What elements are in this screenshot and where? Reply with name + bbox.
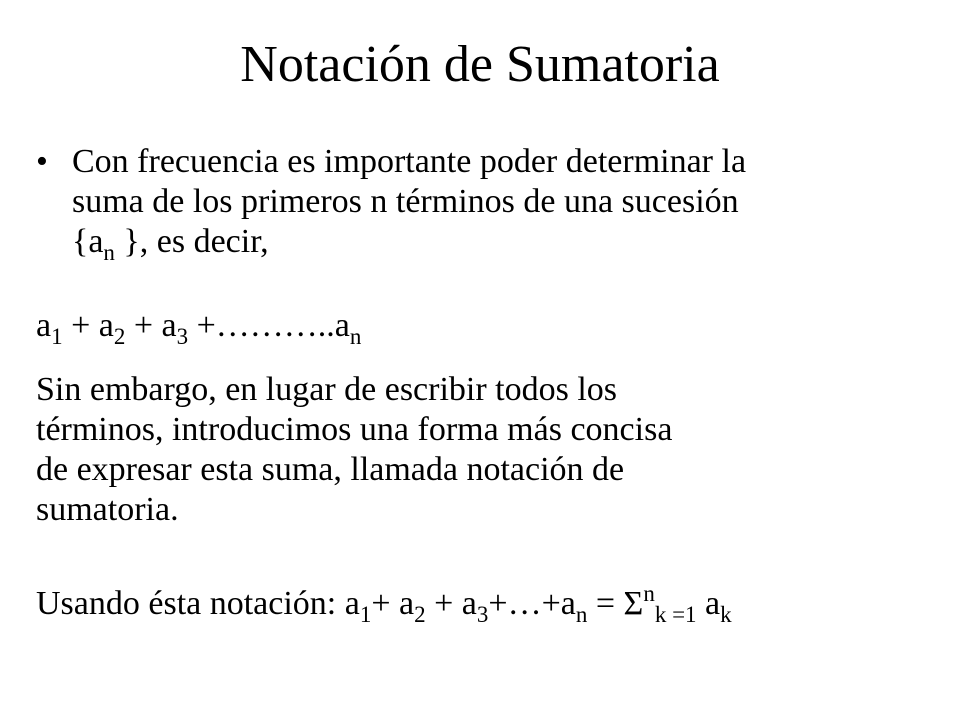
usando-sub-2: 2 <box>414 602 426 627</box>
usando-plus-a2: + a <box>371 585 415 622</box>
usando-sub-n: n <box>575 602 588 627</box>
intro-line-1: Con frecuencia es importante poder determinar la <box>72 143 747 180</box>
embargo-line-4: sumatoria. <box>36 491 179 528</box>
seq-a1: a <box>36 307 52 344</box>
embargo-line-1: Sin embargo, en lugar de escribir todos los <box>36 371 618 408</box>
seq-sub-2: 2 <box>113 324 126 349</box>
seq-sub-3: 3 <box>176 324 189 349</box>
sigma-upper-limit: n <box>643 581 655 606</box>
seq-plus-a2: + a <box>62 307 114 344</box>
intro-line-2: suma de los primeros n términos de una sucesión <box>72 183 739 220</box>
bullet-dot: • <box>36 143 48 180</box>
usando-ak: a <box>696 585 721 622</box>
brace-subscript: n <box>103 240 115 265</box>
sigma-lower-limit: k =1 <box>654 602 697 627</box>
seq-sub-n: n <box>349 324 362 349</box>
usando-plus-a3: + a <box>425 585 477 622</box>
seq-sub-1: 1 <box>51 324 63 349</box>
intro-text <box>72 142 941 265</box>
embargo-line-2: términos, introducimos una forma más concisa <box>36 411 673 448</box>
usando-sub-1: 1 <box>359 602 372 627</box>
usando-prefix: Usando ésta notación: a <box>36 585 360 622</box>
intro-line-3 <box>72 222 941 265</box>
sequence-expression <box>36 306 362 349</box>
embargo-line-3: de expresar esta suma, llamada notación de <box>36 451 625 488</box>
brace-open: {a <box>72 223 104 260</box>
slide-title: Notación de Sumatoria <box>240 36 720 93</box>
seq-plus-a3: + a <box>125 307 177 344</box>
usando-dots-an: +…+a <box>488 585 576 622</box>
seq-dots-an: +………..a <box>188 307 350 344</box>
usando-sub-k: k <box>720 602 732 627</box>
embargo-paragraph <box>36 370 941 530</box>
intro-bullet <box>36 142 941 265</box>
summation-notation-line <box>36 581 732 627</box>
brace-close: }, es decir, <box>114 223 269 260</box>
usando-sub-3: 3 <box>476 602 489 627</box>
sigma-symbol: = Σ <box>587 585 644 622</box>
